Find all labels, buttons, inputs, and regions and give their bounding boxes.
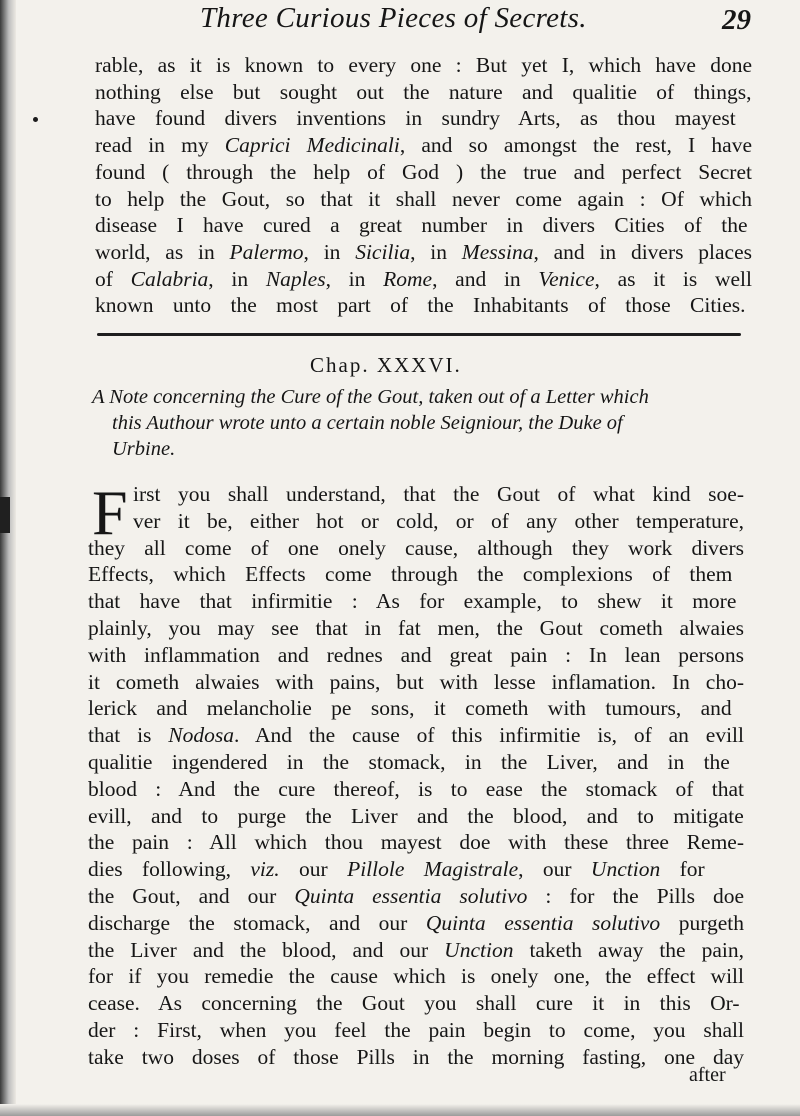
italic-text: Quinta essentia solutivo [425,910,661,935]
italic-text: Quinta essentia solutivo [294,884,528,908]
main-paragraph-line [88,990,740,1016]
text-run: irst you shall understand, that the Gout of what kind soe- [133,482,744,506]
top-paragraph-line [95,292,746,318]
text-run: , and in divers places [533,239,752,264]
text-run: taketh away the pain, [513,937,744,962]
text-run: evill, and to purge the Liver and the blood, and to mitigate [88,803,744,828]
text-run: dies following, [88,857,251,882]
text-run: found ( through the help of God ) the true and perfect Secret [95,159,752,184]
text-run: lerick and melancholie pe sons, it cometh with tumours, and [88,696,732,721]
main-paragraph-line [88,829,744,855]
main-paragraph-line [88,749,730,775]
text-run: the Liver and the blood, and our [88,937,445,962]
chapter-title: Chap. XXXVI. [310,353,462,377]
text-run: take two doses of those Pills in the morning fasting, one day [88,1044,744,1069]
main-paragraph-line [133,481,744,507]
main-paragraph-line [88,561,732,587]
main-paragraph-line [88,642,744,668]
italic-text: Unction [444,937,514,962]
text-run: , in [208,266,266,291]
main-paragraph-line [88,1044,744,1070]
text-run: world, as in [95,239,230,264]
margin-dot [33,117,38,122]
main-paragraph-line [88,615,744,641]
main-paragraph-line [88,803,744,829]
chapter-note-line-2: this Authour wrote unto a certain noble Seigniour, the Duke of [112,412,623,434]
margin-mark [0,497,10,533]
italic-text: Caprici Medicinali [224,133,400,158]
text-run: der : First, when you feel the pain begin to come, you shall [88,1018,744,1042]
main-paragraph-line [88,910,744,936]
top-paragraph-line [95,79,752,105]
text-run: ver it be, either hot or cold, or of any other temperature, [133,508,744,533]
main-paragraph-line [88,937,744,963]
text-run: the pain : All which thou mayest doe with these three Reme- [88,830,744,855]
top-paragraph-line [95,52,752,78]
top-paragraph-line [95,105,736,131]
text-run: it cometh alwaies with pains, but with lesse inflamation. In cho- [88,669,744,694]
main-paragraph-line [88,695,732,721]
italic-text: Pillole Magistrale [347,857,519,882]
text-run: read in my [95,133,225,158]
main-paragraph-line [133,508,744,534]
text-run: rable, as it is known to every one : But yet I, which have done [95,53,752,77]
text-run: plainly, you may see that in fat men, the Gout cometh alwaies [88,616,744,640]
italic-text: Palermo [229,239,304,264]
italic-text: Nodosa [168,723,234,748]
text-run: blood : And the cure thereof, is to ease the stomack of that [88,776,744,801]
text-run: our [279,857,348,882]
main-paragraph-line [88,1017,744,1043]
italic-text: Unction [590,857,661,882]
text-run: . And the cause of this infirmitie is, of an evill [234,723,744,748]
italic-text: viz. [250,857,280,882]
text-run: discharge the stomack, and our [88,910,426,935]
italic-text: Messina [461,239,534,264]
main-paragraph-line [88,963,744,989]
text-run: , and so amongst the rest, I have [399,133,752,158]
italic-text: Sicilia [355,239,411,264]
italic-text: Naples [265,266,326,291]
top-paragraph-line [95,239,752,265]
text-run: , as it is well [594,266,752,291]
top-paragraph-line [95,266,752,292]
text-run: nothing else but sought out the nature and qualitie of things, [95,79,752,104]
main-paragraph-line [88,535,744,561]
drop-cap: F [92,477,128,548]
text-run: disease I have cured a great number in divers Cities of the [95,213,748,238]
top-paragraph-line [95,186,752,212]
text-run: , our [518,857,591,882]
main-paragraph-line [88,776,744,802]
page-number: 29 [722,4,751,36]
text-run: , in [410,239,462,264]
text-run: for [660,857,705,882]
page-bottom-edge-shadow [0,1104,800,1116]
main-paragraph-line [88,722,744,748]
text-run: : for the Pills doe [527,884,745,908]
text-run: the Gout, and our [88,884,295,908]
text-run: to help the Gout, so that it shall never come again : Of which [95,186,752,211]
top-paragraph-line [95,159,752,185]
text-run: purgeth [660,910,744,935]
text-run: , and in [432,266,539,291]
page-left-edge-shadow [0,0,16,1116]
text-run: cease. As concerning the Gout you shall cure it in this Or- [88,991,740,1016]
text-run: they all come of one onely cause, although they work divers [88,535,744,560]
text-run: have found divers inventions in sundry Arts, as thou mayest [95,106,736,131]
text-run: for if you remedie the cause which is onely one, the effect will [88,964,744,989]
text-run: , in [303,239,356,264]
text-run: that have that infirmitie : As for example, to shew it more [88,589,737,614]
text-run: known unto the most part of the Inhabitants of those Cities. [95,293,746,318]
chapter-note-line-3: Urbine. [112,438,176,460]
main-paragraph-line [88,669,744,695]
chapter-note-line-1: A Note concerning the Cure of the Gout, taken out of a Letter which [92,386,649,408]
text-run: of [95,266,131,291]
text-run: , in [325,266,384,291]
top-paragraph-line [95,132,752,158]
main-paragraph-line [88,883,744,909]
italic-text: Venice [538,266,595,291]
section-rule [97,333,741,336]
main-paragraph-line [88,856,705,882]
main-paragraph-line [88,588,736,614]
top-paragraph-line [95,212,748,238]
text-run: that is [88,723,169,748]
text-run: with inflammation and rednes and great pain : In lean persons [88,642,744,667]
italic-text: Calabria [130,266,209,291]
catchword: after [689,1064,726,1086]
italic-text: Rome [383,266,433,291]
running-head: Three Curious Pieces of Secrets. [200,2,587,34]
text-run: qualitie ingendered in the stomack, in the Liver, and in the [88,750,730,774]
text-run: Effects, which Effects come through the complexions of them [88,562,733,587]
